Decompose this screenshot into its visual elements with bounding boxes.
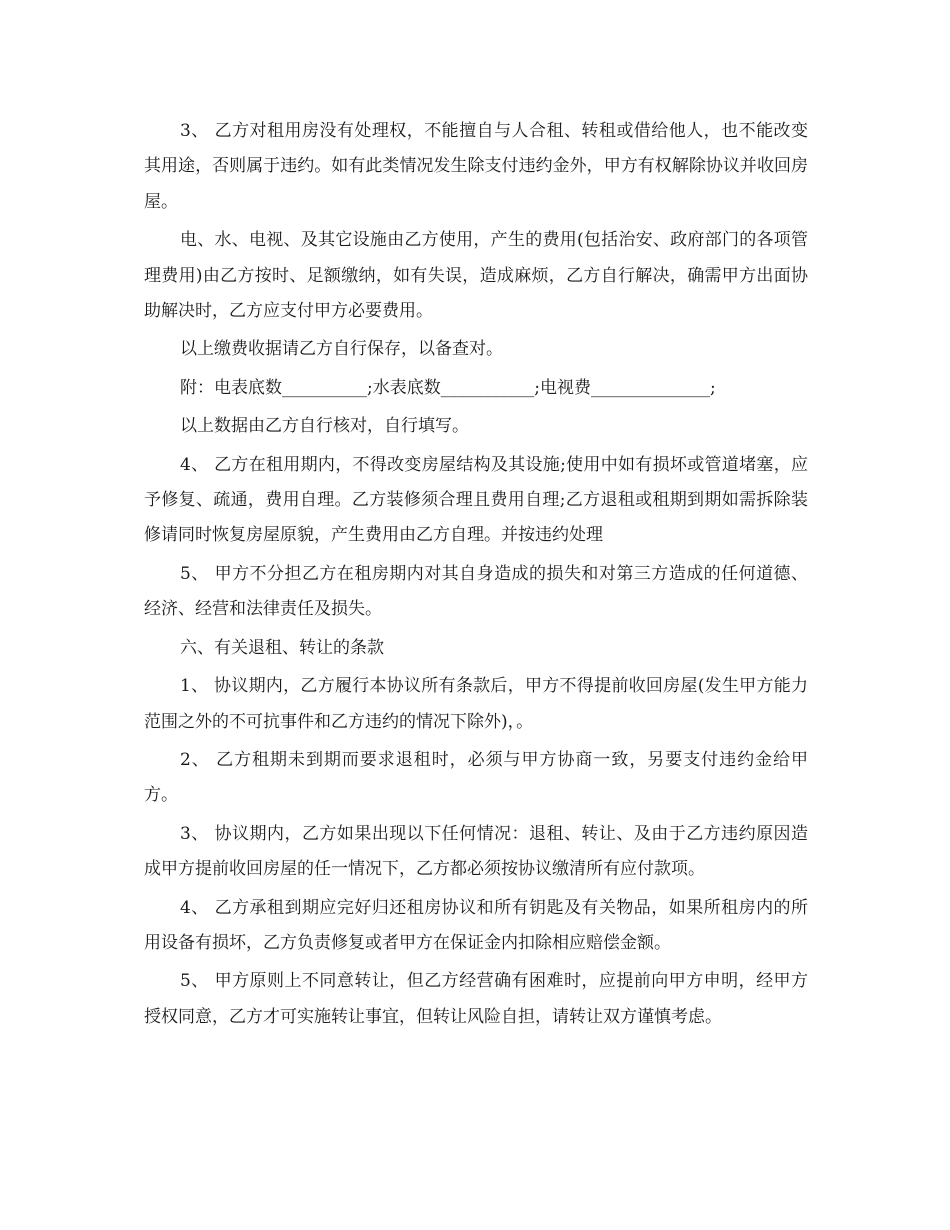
section-heading-termination-transfer: 六、有关退租、转让的条款: [180, 637, 384, 658]
paragraph-termination-4: 4、 乙方承租到期应完好归还租房协议和所有钥匙及有关物品，如果所租房内的所用设备有损坏，乙方负责修复或者甲方在保证金内扣除相应赔偿金额。: [144, 897, 808, 953]
paragraph-clause-5-liability: 5、 甲方不分担乙方在租房期内对其自身造成的损失和对第三方造成的任何道德、经济、经营和法律责任及损失。: [144, 563, 808, 620]
paragraph-termination-5: 5、 甲方原则上不同意转让，但乙方经营确有困难时，应提前向甲方申明，经甲方授权同意，乙方才可实施转让事宜，但转让风险自担，请转让双方谨慎考虑。: [144, 971, 808, 1027]
paragraph-clause-3-disposal: 3、 乙方对租用房没有处理权，不能擅自与人合租、转租或借给他人，也不能改变其用途，否则属于违约。如有此类情况发生除支付违约金外，甲方有权解除协议并收回房屋。: [144, 121, 808, 212]
paragraph-utilities-fees: 电、水、电视、及其它设施由乙方使用，产生的费用(包括治安、政府部门的各项管理费用)由乙方按时、足额缴纳，如有失误，造成麻烦，乙方自行解决，确需甲方出面协助解决时，乙方应支付甲方必要费用。: [144, 230, 808, 322]
paragraph-meter-readings: 附：电表底数__________;水表底数___________;电视费______________;: [180, 377, 716, 398]
paragraph-termination-2: 2、 乙方租期未到期而要求退租时，必须与甲方协商一致，另要支付违约金给甲方。: [144, 749, 808, 806]
paragraph-clause-4-structure: 4、 乙方在租用期内，不得改变房屋结构及其设施;使用中如有损坏或管道堵塞，应予修复、疏通，费用自理。乙方装修须合理且费用自理;乙方退租或租期到期如需拆除装修请同时恢复房屋原貌，产生费用由乙方自理。并按违约处理: [144, 454, 808, 546]
paragraph-data-verification: 以上数据由乙方自行核对，自行填写。: [180, 416, 469, 437]
paragraph-termination-3: 3、 协议期内，乙方如果出现以下任何情况：退租、转让、及由于乙方违约原因造成甲方提前收回房屋的任一情况下，乙方都必须按协议缴清所有应付款项。: [144, 823, 808, 880]
document-body: [144, 114, 808, 1038]
paragraph-termination-1: 1、 协议期内，乙方履行本协议所有条款后，甲方不得提前收回房屋(发生甲方能力范围之外的不可抗事件和乙方违约的情况下除外)，。: [144, 676, 808, 732]
paragraph-receipts: 以上缴费收据请乙方自行保存，以备查对。: [180, 339, 503, 360]
